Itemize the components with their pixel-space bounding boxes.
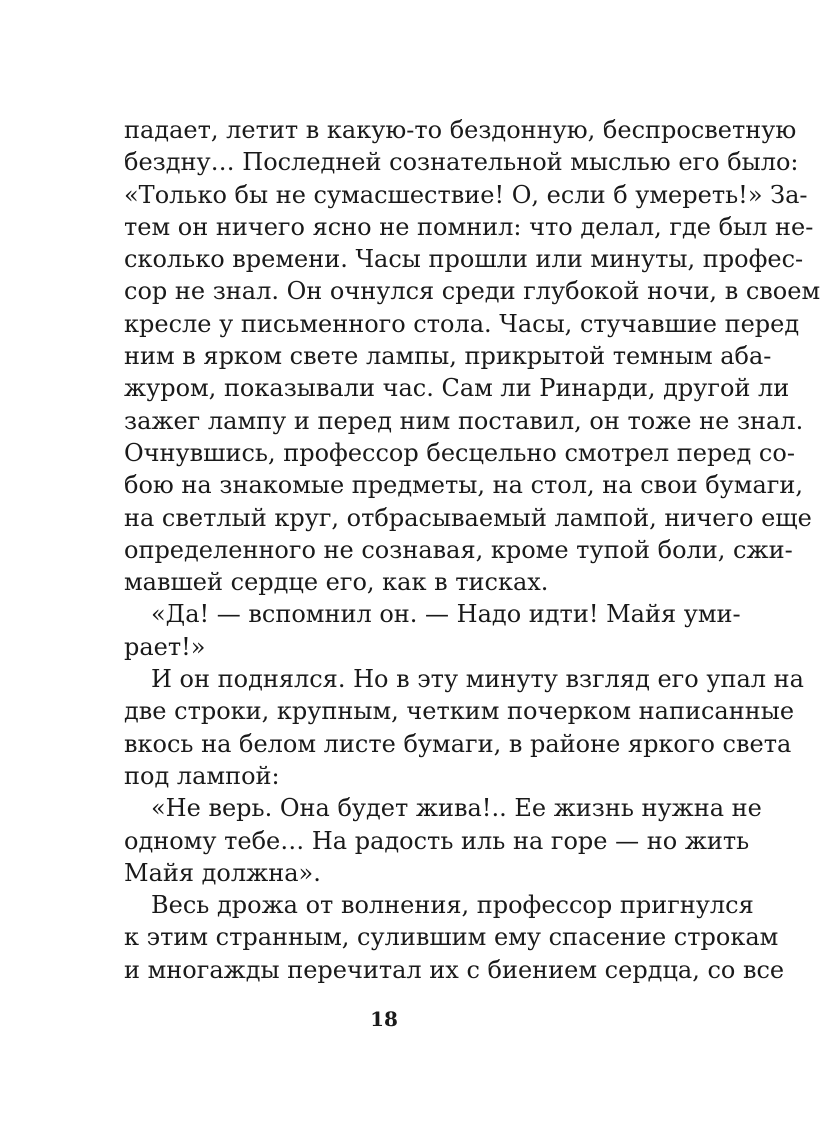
text-line: рает!» <box>124 632 206 661</box>
text-line: ним в ярком свете лампы, прикрытой темным аба- <box>124 342 772 371</box>
text-line: бою на знакомые предметы, на стол, на свои бумаги, <box>124 471 803 500</box>
text-line: одному тебе… На радость иль на горе — но жить <box>124 826 750 855</box>
text-line: «Не верь. Она будет жива!.. Ее жизнь нужна не <box>151 794 762 823</box>
text-line: две строки, крупным, четким почерком написанные <box>124 697 795 726</box>
text-line: сор не знал. Он очнулся среди глубокой ночи, в своем <box>124 277 820 306</box>
text-line: тем он ничего ясно не помнил: что делал, где был не- <box>124 212 814 241</box>
text-line: вкось на белом листе бумаги, в районе яркого света <box>124 729 792 758</box>
text-line: И он поднялся. Но в эту минуту взгляд его упал на <box>151 665 804 694</box>
text-line: журом, показывали час. Сам ли Ринарди, другой ли <box>124 374 790 403</box>
text-line: и многажды перечитал их с биением сердца, со все <box>124 955 785 984</box>
text-line: бездну… Последней сознательной мыслью его было: <box>124 148 799 177</box>
text-line: под лампой: <box>124 761 280 790</box>
body-text <box>124 114 820 986</box>
text-line: определенного не сознавая, кроме тупой боли, сжи- <box>124 535 793 564</box>
page-number: 18 <box>370 1007 398 1031</box>
text-line: Весь дрожа от волнения, профессор пригнулся <box>151 891 754 920</box>
text-line: падает, летит в какую-то бездонную, беспросветную <box>124 116 797 144</box>
text-line: сколько времени. Часы прошли или минуты, профес- <box>124 245 804 274</box>
text-line: к этим странным, сулившим ему спасение строкам <box>124 923 779 952</box>
text-line: «Только бы не сумасшествие! О, если б умереть!» За- <box>124 180 808 209</box>
text-line: «Да! — вспомнил он. — Надо идти! Майя уми- <box>151 600 741 629</box>
text-line: на светлый круг, отбрасываемый лампой, ничего еще <box>124 503 812 532</box>
text-line: зажег лампу и перед ним поставил, он тоже не знал. <box>124 406 804 435</box>
text-line: мавшей сердце его, как в тисках. <box>124 568 549 597</box>
text-line: кресле у письменного стола. Часы, стучавшие перед <box>124 309 800 338</box>
text-line: Майя должна». <box>124 858 321 887</box>
text-line: Очнувшись, профессор бесцельно смотрел перед со- <box>124 438 795 467</box>
